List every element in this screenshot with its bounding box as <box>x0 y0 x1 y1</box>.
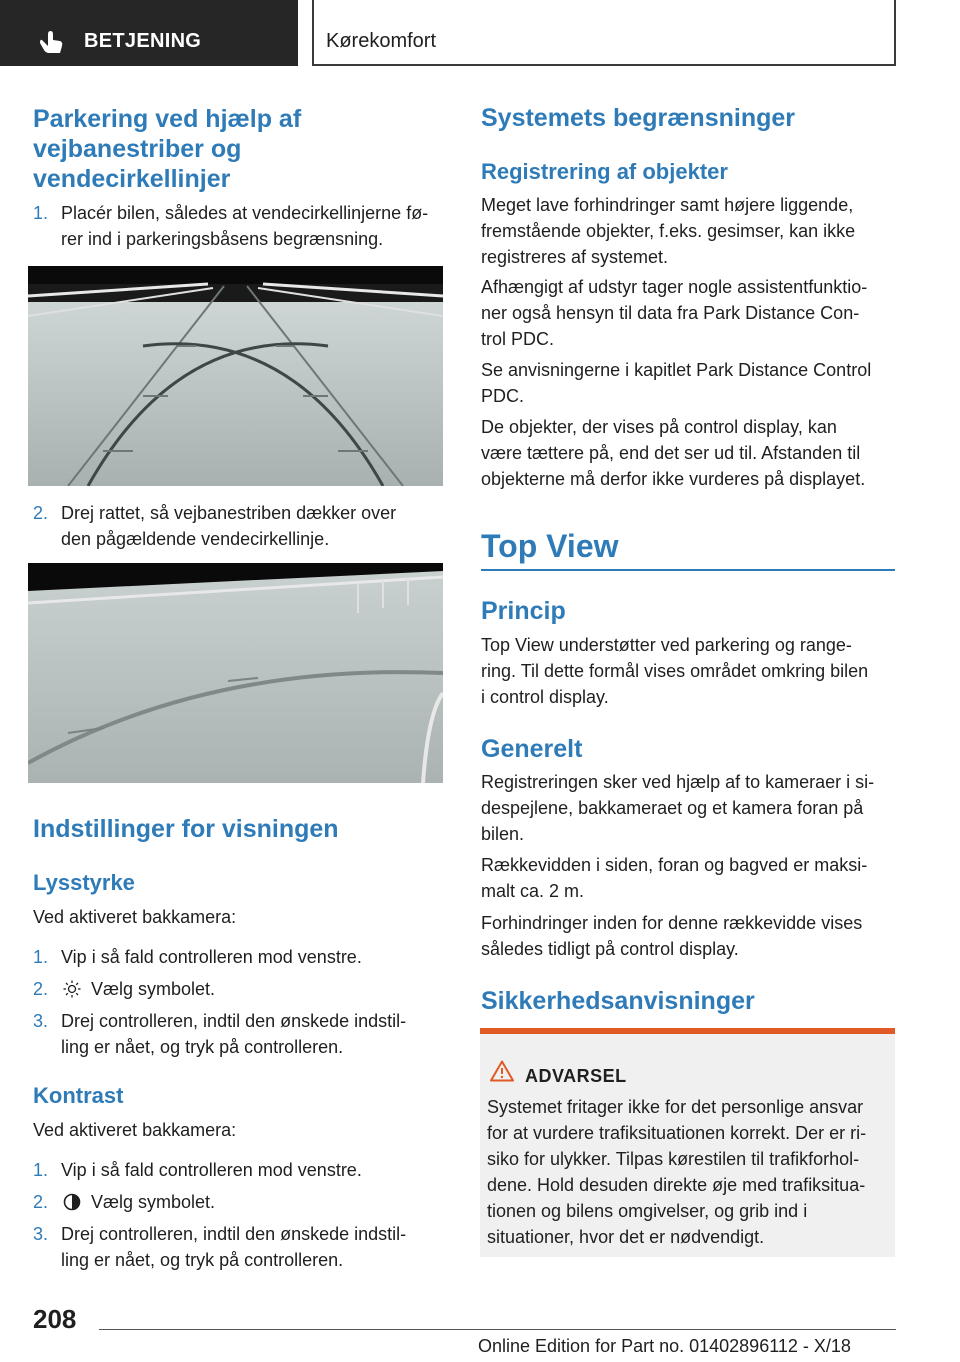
hand-pointer-icon <box>36 26 66 56</box>
step-number: 3. <box>33 1011 49 1031</box>
paragraph: Rækkevidden i siden, foran og bagved er maksi- malt ca. 2 m. <box>481 855 868 901</box>
page-number: 208 <box>33 1304 77 1334</box>
contrast-icon <box>63 1193 81 1211</box>
sun-icon <box>63 980 81 998</box>
heading-limits: Systemets begrænsninger <box>481 104 795 132</box>
heading-general: Generelt <box>481 735 583 763</box>
paragraph: Meget lave forhindringer samt højere liggende, fremstående objekter, f.eks. gesimser, kan ikke registreres af systemet. <box>481 195 856 267</box>
step-number: 2. <box>33 1192 49 1212</box>
paragraph: Registreringen sker ved hjælp af to kameraer i si- despejlene, bakkameraet og et kamera foran på bilen. <box>481 772 875 844</box>
step-text: Vip i så fald controlleren mod venstre. <box>61 1160 362 1180</box>
paragraph: Afhængigt af udstyr tager nogle assistentfunktio- ner også hensyn til data fra Park Distance Con- trol PDC. <box>481 277 868 349</box>
warning-text: Systemet fritager ikke for det personlige ansvar for at vurdere trafiksituationen korrekt. Der er ri- siko for ulykker. Tilpas kørestilen til trafikforhol- dene. Hold desuden direkte øje med trafiksitua- tionen og bilens omgivelser, og grib ind i situationer, hvor det er nødvendigt. <box>487 1097 867 1247</box>
step-number: 1. <box>33 947 49 967</box>
paragraph: De objekter, der vises på control display, kan være tættere på, end det ser ud til. Afstanden til objekterne må derfor ikke vurderes på displayet. <box>481 417 866 489</box>
step-number: 1. <box>33 1160 49 1180</box>
warning-triangle-icon <box>490 1060 514 1082</box>
brightness-intro: Ved aktiveret bakkamera: <box>33 907 237 927</box>
camera-image-steering <box>28 563 443 783</box>
step-text: Placér bilen, således at vendecirkellinjerne fø- rer ind i parkeringsbåsens begrænsning. <box>61 203 429 249</box>
heading-topview: Top View <box>481 528 619 564</box>
step-text: Vip i så fald controlleren mod venstre. <box>61 947 362 967</box>
camera-image-parking-lines <box>28 266 443 486</box>
warning-box <box>480 1028 895 1257</box>
section-title: Kørekomfort <box>326 30 437 52</box>
section-divider <box>481 569 895 571</box>
paragraph: Forhindringer inden for denne rækkevidde vises således tidligt på control display. <box>481 913 863 959</box>
step-number: 3. <box>33 1224 49 1244</box>
heading-detect: Registrering af objekter <box>481 159 728 184</box>
step-text: Vælg symbolet. <box>91 979 216 999</box>
page-header <box>0 0 960 66</box>
warning-title: ADVARSEL <box>525 1066 627 1086</box>
paragraph: Top View understøtter ved parkering og range- ring. Til dette formål vises området omkring bilen i control display. <box>481 635 869 707</box>
chapter-tab <box>0 0 298 66</box>
contrast-intro: Ved aktiveret bakkamera: <box>33 1120 237 1140</box>
heading-settings: Indstillinger for visningen <box>33 815 339 843</box>
step-number: 2. <box>33 503 49 523</box>
heading-safety: Sikkerhedsanvisninger <box>481 987 755 1015</box>
paragraph: Se anvisningerne i kapitlet Park Distance Control PDC. <box>481 360 872 406</box>
step-text: Vælg symbolet. <box>91 1192 216 1212</box>
heading-contrast: Kontrast <box>33 1083 124 1108</box>
step-number: 1. <box>33 203 49 223</box>
step-number: 2. <box>33 979 49 999</box>
step-text: Drej controlleren, indtil den ønskede indstil- ling er nået, og tryk på controlleren. <box>61 1011 407 1057</box>
camera-illustration <box>28 563 443 783</box>
heading-brightness: Lysstyrke <box>33 870 135 895</box>
step-text: Drej controlleren, indtil den ønskede indstil- ling er nået, og tryk på controlleren. <box>61 1224 407 1270</box>
footer-divider <box>99 1329 896 1330</box>
heading-principle: Princip <box>481 597 566 625</box>
chapter-title: BETJENING <box>84 30 202 52</box>
footer-edition: Online Edition for Part no. 01402896112 - X/18 <box>478 1336 851 1356</box>
heading-parking: Parkering ved hjælp af vejbanestriber og vendecirkellinjer <box>33 105 302 193</box>
step-text: Drej rattet, så vejbanestriben dækker over den pågældende vendecirkellinje. <box>61 503 397 549</box>
camera-illustration <box>28 266 443 486</box>
